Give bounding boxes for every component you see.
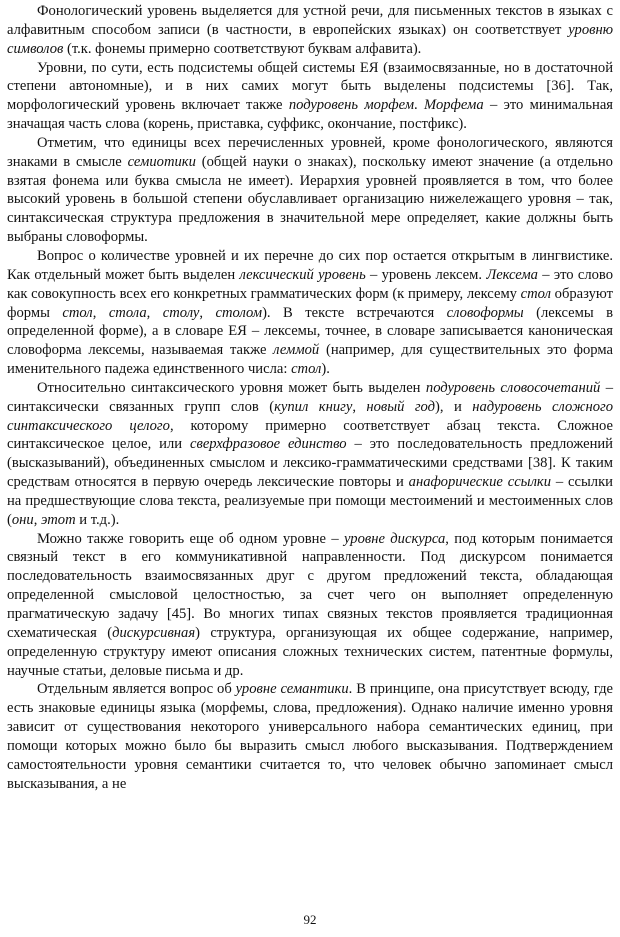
text-run: (лексемы в определенной форме), а в словаре ЕЯ – лексемы, точнее, в словаре записывается каноническая словоформа лексемы, называемая также [7,304,614,359]
text-run: Можно также говорить еще об одном уровне – [37,530,344,547]
italic-term: подуровень словосочетаний [425,379,601,396]
text-run: Вопрос о количестве уровней и их перечне до сих пор остается открытым в лингвистике. Как отдельный может быть выделен [7,247,613,283]
paragraph-7 [7,680,613,793]
italic-term: надуровень сложного синтаксического целого [7,398,613,434]
italic-term: стол [291,361,322,378]
text-run: образуют формы [7,285,613,321]
text-run: , [146,304,163,321]
italic-term: купил книгу [274,398,353,415]
text-run: , [33,511,42,528]
text-run: , которому примерно соответствует абзац текста. Сложное синтаксическое целое, или [7,417,613,453]
text-run: Относительно синтаксического уровня может быть выделен [37,379,426,396]
italic-term: лексический уровень [239,266,366,283]
italic-term: словоформы [446,304,524,321]
text-run: – это последовательность предложений (высказываний), объединенных смыслом и лексико-грамматическими средствами [38]. К таким средствам относятся в первую очередь лексические повторы и [7,436,613,491]
text-run: (например, для существительных это форма именительного падежа единственного числа: [7,342,613,378]
italic-term: анафорические ссылки [408,474,552,491]
text-run: ), и [435,398,473,415]
text-run: . [414,97,425,114]
italic-term: новый год [366,398,436,415]
paragraph-4 [7,247,613,379]
italic-term: дискурсивная [112,624,196,641]
text-run: Уровни, по сути, есть подсистемы общей системы ЕЯ (взаимосвязанные, но в достаточной степени автономные), и в них самих могут быть выделены подсистемы [36]. Так, морфологический уровень включает также [7,59,613,114]
text-run: Отдельным является вопрос об [37,681,236,698]
text-run: , [199,304,216,321]
text-run: , под которым понимается связный текст в его коммуникативной направленности. Под дискурсом понимается последовательность взаимосвязанных друг с другом предложений текста, обладающая определенной смысловой целостностью, за счет чего он выполняет определенную прагматическую задачу [45]. Во многих типах связных текстов проявляется традиционная схематическая ( [7,530,613,641]
text-run: ). [321,361,330,378]
italic-term: уровню символов [7,21,613,57]
italic-term: стол [62,304,93,321]
italic-term: сверхфразовое единство [190,436,347,453]
text-run: (общей науки о знаках), поскольку имеют значение (а отдельно взятая фонема или буква смысла не имеет). Иерархия уровней проявляется в том, что более высокий уровень в большой степени обуславливает организацию нижележащего уровня – так, синтаксическая структура предложения в значительной мере определяет, какие должны быть выбраны словоформы. [7,153,613,246]
text-run: Фонологический уровень выделяется для устной речи, для письменных текстов в языках с алфавитным способом записи (в частности, в европейских языках) он соответствует [7,3,613,38]
italic-term: уровне дискурса [344,530,446,547]
text-run: (т.к. фонемы примерно соответствуют буквам алфавита). [63,40,422,57]
text-run: ). В тексте встречаются [262,304,447,321]
italic-term: леммой [273,342,320,359]
italic-term: этот [41,511,76,528]
text-run: – уровень лексем. [365,266,487,283]
italic-term: Морфема [424,97,484,114]
text-run: Отметим, что единицы всех перечисленных уровней, кроме фонологического, являются знаками в смысле [7,134,613,170]
italic-term: стола [108,304,147,321]
text-run: . В принципе, она присутствует всюду, где есть знаковые единицы языка (морфемы, слова, предложения). Однако наличие именно уровня зависит от существования некоторого универсального набора семантических единиц, при помощи которых можно было бы выразить смысл любого высказывания. Подтверждением самостоятельности уровня семантики считается то, что человек обычно запоминает смысл высказывания, а не [7,681,613,792]
italic-term: стол [520,285,551,302]
paragraph-1 [7,2,613,59]
paragraph-3 [7,134,613,247]
text-run: – ссылки на предшествующие слова текста, реализуемые при помощи местоимений и местоименных слов ( [7,474,613,528]
text-run: – это минимальная значащая часть слова (корень, приставка, суффикс, окончание, постфикс). [7,97,614,133]
italic-term: столом [215,304,263,321]
text-run: , [92,304,109,321]
text-run: и т.д.). [75,511,120,528]
paragraph-5 [7,379,613,530]
italic-term: уровне семантики [235,681,349,698]
page-number: 92 [303,912,317,927]
italic-term: столу [162,304,200,321]
italic-term: они [11,511,34,528]
text-run: – синтаксически связанных групп слов ( [7,379,614,415]
paragraph-2 [7,59,613,134]
paragraph-6 [7,530,613,681]
text-run: – это слово как совокупность всех его конкретных грамматических форм (к примеру, лексему [7,266,613,302]
italic-term: Лексема [486,266,538,283]
text-run: ) структура, организующая их общее содержание, например, определенную структуру имеют описания сложных технических систем, патентные формулы, научные статьи, деловые письма и др. [7,624,613,679]
text-run: , [352,398,367,415]
italic-term: подуровень морфем [288,97,415,114]
italic-term: семиотики [127,153,196,170]
body-text [7,2,613,793]
